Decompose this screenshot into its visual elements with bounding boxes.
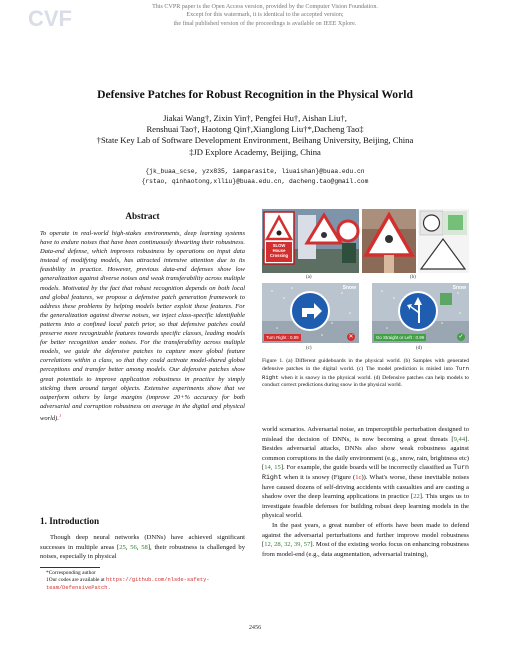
check-mark-icon: ✓ (458, 334, 464, 340)
sign-text: SLOW House Crossing (269, 243, 289, 258)
open-access-notice: This CVPR paper is the Open Access version, provided by the Computer Vision Foundation. Except for this watermark, it is identical to the accepted version; the final published version of the proceedings is available on IEEE Xplore. (152, 4, 378, 27)
prediction-wrong: Turn Right : 0.89 (266, 335, 299, 340)
panel-b-patches (418, 209, 469, 273)
panel-c-image (262, 283, 359, 343)
panel-label-d: (d) (416, 346, 422, 351)
panel-label-c: (c) (306, 346, 312, 351)
citation-link[interactable]: 22 (413, 493, 420, 501)
introduction-heading: 1. Introduction (40, 516, 100, 526)
code-url-link[interactable]: https://github.com/nlsde-safety-team/DefensivePatch. (46, 577, 210, 591)
page-number: 2456 (248, 624, 262, 631)
affiliation-line: ‡JD Explore Academy, Beijing, China (189, 146, 321, 157)
citation-link[interactable]: 12, 28, 32, 39, 57 (264, 541, 311, 549)
author-line: Renshuai Tao†, Haotong Qin†,Xianglong Liu†*,Dacheng Tao‡ (146, 124, 364, 135)
footnote-rule (40, 567, 100, 568)
panel-label-a: (a) (306, 275, 312, 280)
snow-label: Snow (452, 285, 466, 291)
citation-link[interactable]: 56 (130, 543, 137, 551)
footnote-link[interactable]: 1 (58, 412, 62, 418)
panel-label-b: (b) (410, 275, 416, 280)
wrong-mark-icon: ✕ (348, 334, 354, 340)
svg-text:CVF: CVF (28, 6, 72, 31)
panel-d-image (372, 283, 469, 343)
citation-link[interactable]: 9,44 (453, 435, 466, 443)
citation-link[interactable]: 14, 15 (264, 464, 281, 472)
author-line: Jiakai Wang†, Zixin Yin†, Pengfei Hu†, Aishan Liu†, (163, 113, 347, 123)
citation-link[interactable]: 58 (141, 543, 148, 551)
panel-b-image (362, 209, 416, 273)
author-block (30, 113, 480, 158)
paper-title: Defensive Patches for Robust Recognition in the Physical World (97, 88, 413, 101)
figure-link[interactable]: 1c (355, 473, 362, 481)
cvf-logo (26, 4, 72, 32)
affiliation-line: †State Key Lab of Software Development Environment, Beihang University, Beijing, China (96, 135, 414, 146)
figure-1 (262, 209, 469, 354)
citation-link[interactable]: 25 (119, 543, 126, 551)
prediction-correct: Go Straight or Left : 0.99 (376, 335, 425, 340)
abstract-heading: Abstract (125, 211, 160, 221)
intro-paragraphs-right: world scenarios. Adversarial noise, an imperceptible perturbation designed to mislead the decision of DNNs, is now becoming a great threats [9,44]. Besides adversarial attacks, DNNs also show weak robustness against common corruptions in the daily environment (e.g., snow, rain, brightness etc) [14, 15]. For example, the guide boards will be incorrectly classified as Turn Right when it is snowy (Figure (1c)). What's worse, these inevitable noises have caused dozens of self-driving accidents with casualties and are casting a shadow over the deep learning applications in practice [22]. This urges us to investigate feasible defenses for building robust deep learning models in the physical world. In the past years, a great number of efforts have been made to defend against the adversarial perturbations and further improve model robustness [12, 28, 32, 39, 57]. Most of the existing works focus on enhancing robustness from model-end (e.g., data augmentation, adversarial training), (262, 426, 470, 558)
snow-label: Snow (342, 285, 356, 291)
panel-a-image (262, 209, 359, 273)
email-block: {jk_buaa_scse, yzx835, iamparasite, liuaishan}@buaa.edu.cn {rstao, qinhaotong,xlliu}@buaa.edu.cn, dacheng.tao@gmail.com (141, 168, 369, 185)
figure-1-caption: Figure 1. (a) Different guideboards in the physical world. (b) Samples with generated defensive patches in the digital world. (c) The model prediction is misled into Turn Right when it is snowy in the physical world. (d) Defensive patches can help models to conduct correct predictions during snow in the physical world. (262, 358, 469, 389)
intro-paragraph-left: Though deep neural networks (DNNs) have achieved significant successes in multiple areas [25, 56, 58], their robustness is challenged by noises, especially in physical (40, 534, 245, 561)
abstract-text: To operate in real-world high-stakes environments, deep learning systems have to endure noises that have been continuously thwarting their robustness. Data-end defense, which improves robustness by operations on input data instead of modifying models, has attracted intensive attention due to its feasibility in practice. However, previous data-end defenses show low generalization against diverse noises and weak transferability across multiple models. Motivated by the fact that robust recognition depends on both local and global features, we propose a defensive patch generation framework to address these problems by helping models better exploit these features. For the generalization against diverse noises, we inject class-specific identifiable patterns into a confined local patch prior, so that defensive patches could preserve more recognizable features towards specific classes, leading models for better recognition under noises. For the transferability across multiple models, we guide the defensive patches to capture more global feature correlations within a class, so that they could activate model-shared global perceptions and transfer better among models. Our defensive patches show great potentials to improve application robustness in practice by simply sticking them around target objects. Extensive experiments show that we outperform others by large margins (improve 20+% accuracy for both adversarial and corruption robustness on average in the digital and physical world).$^1$ (40, 230, 245, 423)
footnotes: *Corresponding author 1Our codes are available at https://github.com/nlsde-safety-team/DefensivePatch. (46, 570, 210, 591)
